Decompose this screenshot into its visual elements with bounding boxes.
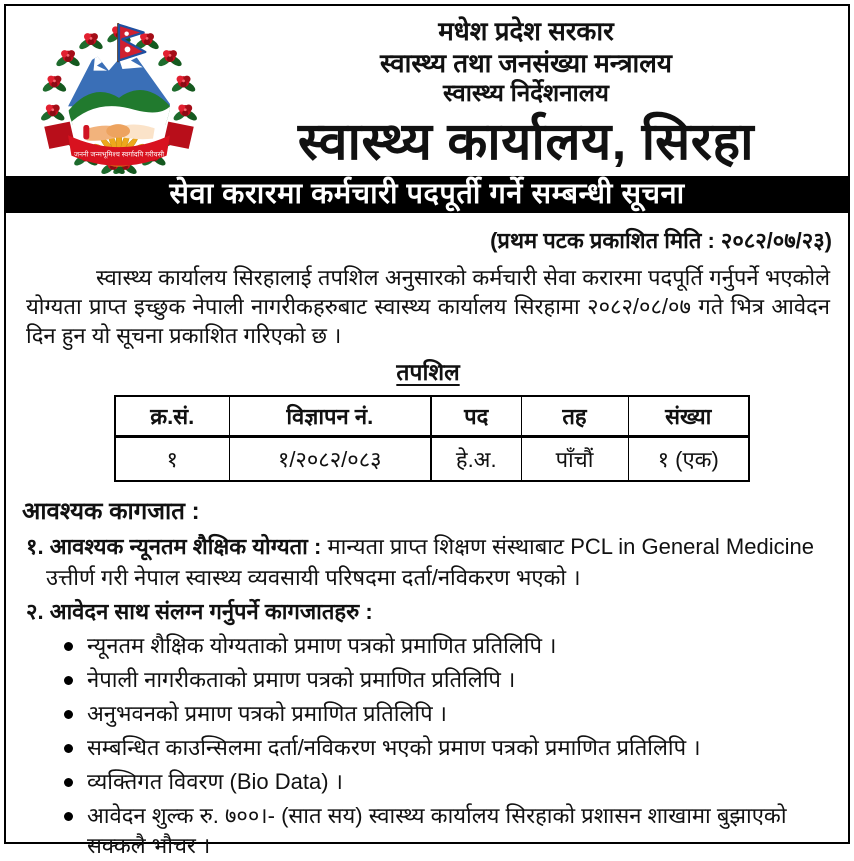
col-post: पद — [431, 396, 521, 437]
cell-advert-no: १/२०८२/०८३ — [229, 437, 431, 482]
list-item — [64, 733, 836, 763]
bullet-icon — [64, 812, 73, 821]
bullet-icon — [64, 710, 73, 719]
table-row — [115, 437, 749, 482]
vacancy-table — [114, 395, 750, 482]
letterhead — [6, 6, 848, 176]
item-text: मान्यता प्राप्त शिक्षण संस्थाबाट PCL in General Medicine उत्तीर्ण गरी नेपाल स्वास्थ्य व्यवसायी परिषदमा दर्ता/नविकरण भएको । — [46, 534, 814, 590]
cell-count: १ (एक) — [628, 437, 749, 482]
notice-title-banner — [6, 176, 848, 213]
requirements-list — [26, 531, 836, 627]
table-heading-text: तपशिल — [396, 359, 460, 385]
document-text: व्यक्तिगत विवरण (Bio Data) । — [87, 769, 344, 794]
bullet-icon — [64, 744, 73, 753]
nepal-government-emblem-icon — [34, 18, 204, 176]
list-item — [64, 631, 836, 661]
cell-level: पाँचौं — [521, 437, 628, 482]
banner-title: सेवा करारमा कर्मचारी पदपूर्ती गर्ने सम्बन्धी सूचना — [169, 178, 685, 210]
documents-list — [64, 631, 836, 861]
item-title: आवेदन साथ संलग्न गर्नुपर्ने कागजातहरु : — [49, 599, 373, 624]
item-number: १. — [26, 534, 44, 559]
letterhead-text — [204, 6, 848, 171]
item-number: २. — [26, 599, 44, 624]
office-title: स्वास्थ्य कार्यालय, सिरहा — [297, 112, 755, 171]
document-text: न्यूनतम शैक्षिक योग्यताको प्रमाण पत्रको प्रमाणित प्रतिलिपि । — [87, 633, 557, 658]
list-item — [26, 531, 836, 593]
cell-post: हे.अ. — [431, 437, 521, 482]
emblem-motto: जननी जन्मभूमिश्च स्वर्गादपि गरीयसी — [73, 151, 163, 159]
published-date-line: (प्रथम पटक प्रकाशित मिति : २०८२/०७/२३) — [490, 228, 832, 253]
col-level: तह — [521, 396, 628, 437]
col-serial: क्र.सं. — [115, 396, 229, 437]
col-count: संख्या — [628, 396, 749, 437]
table-header-row — [115, 396, 749, 437]
item-title: आवश्यक न्यूनतम शैक्षिक योग्यता : — [49, 534, 322, 559]
list-item — [64, 665, 836, 695]
document-text: नेपाली नागरीकताको प्रमाण पत्रको प्रमाणित प्रतिलिपि । — [87, 667, 516, 692]
page-border — [4, 4, 850, 858]
list-item — [64, 767, 836, 797]
ministry-name: स्वास्थ्य तथा जनसंख्या मन्त्रालय — [380, 47, 672, 78]
government-name: मधेश प्रदेश सरकार — [438, 16, 614, 46]
list-item — [26, 596, 836, 627]
notice-body: स्वास्थ्य कार्यालय सिरहालाई तपशिल अनुसारको कर्मचारी सेवा करारमा पदपूर्ति गर्नुपर्ने भएकोले योग्यता प्राप्त इच्छुक नेपाली नागरीकहरुबाट स्वास्थ्य कार्यालय सिरहामा २०८२/०८/०७ गते भित्र आवेदन दिन हुन यो सूचना प्रकाशित गरिएको छ । — [26, 265, 830, 348]
notice-content — [6, 225, 848, 861]
col-advert-no: विज्ञापन नं. — [229, 396, 431, 437]
bullet-icon — [64, 676, 73, 685]
bullet-icon — [64, 778, 73, 787]
bullet-icon — [64, 642, 73, 651]
document-text: आवेदन शुल्क रु. ७००।- (सात सय) स्वास्थ्य कार्यालय सिरहाको प्रशासन शाखामा बुझाएको सक्कलै भौचर । — [87, 803, 787, 858]
cell-serial: १ — [115, 437, 229, 482]
list-item — [64, 801, 836, 861]
directorate-name: स्वास्थ्य निर्देशनालय — [443, 80, 609, 108]
document-text: अनुभवनको प्रमाण पत्रको प्रमाणित प्रतिलिपि । — [87, 701, 448, 726]
required-documents-heading: आवश्यक कागजात : — [22, 498, 200, 525]
list-item — [64, 699, 836, 729]
table-heading — [20, 355, 836, 387]
document-text: सम्बन्धित काउन्सिलमा दर्ता/नविकरण भएको प्रमाण पत्रको प्रमाणित प्रतिलिपि । — [87, 735, 701, 760]
